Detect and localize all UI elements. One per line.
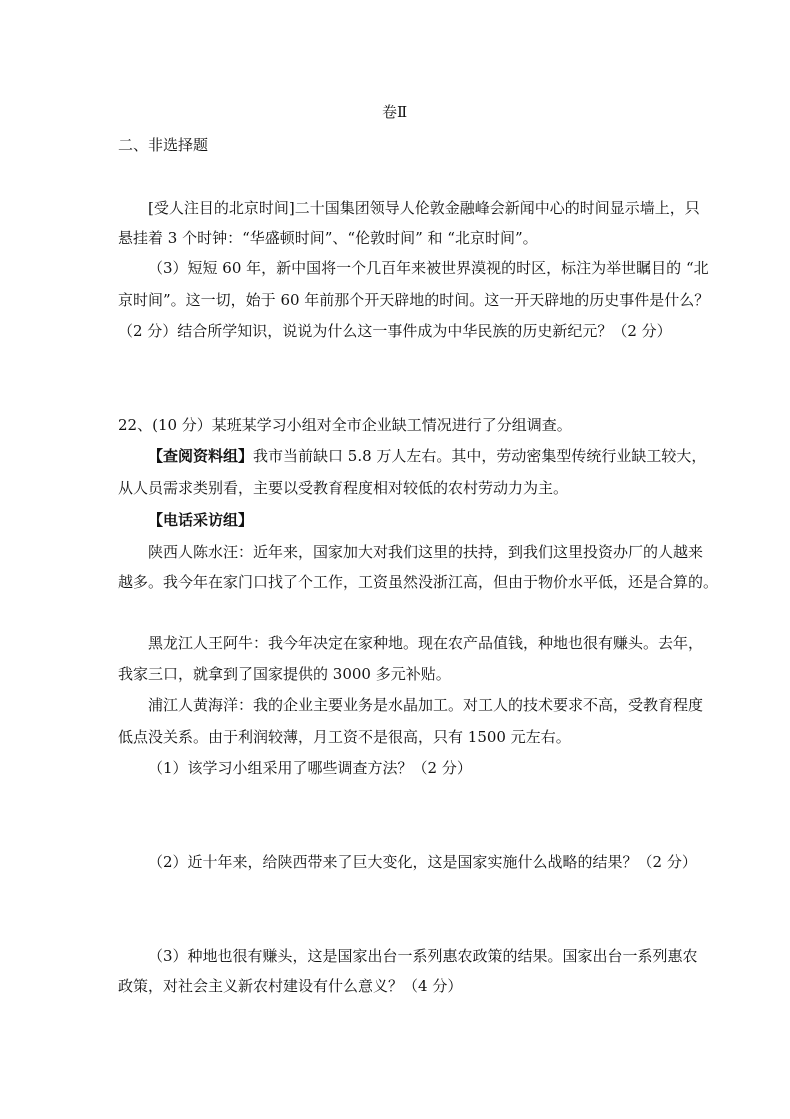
group1-label: 【查阅资料组】 — [148, 447, 254, 465]
q22-sub3-line1: （3）种地也很有赚头，这是国家出台一系列惠农政策的结果。国家出台一系列惠农 — [148, 947, 698, 965]
q21-intro-line2: 悬挂着 3 个时钟：“华盛顿时间”、“伦敦时间” 和 “北京时间”。 — [118, 229, 538, 247]
q21-sub3-line2: 京时间”。这一切，始于 60 年前那个开天辟地的时间。这一开天辟地的历史事件是什么？ — [118, 291, 710, 309]
group1-text: 我市当前缺口 5.8 万人左右。其中，劳动密集型传统行业缺工较大， — [253, 447, 707, 465]
q22-group1 — [148, 446, 706, 466]
q22-p1-line2: 越多。我今年在家门口找了个工作，工资虽然没浙江高，但由于物价水平低，还是合算的。 — [118, 573, 719, 591]
q21-intro-line1: [受人注目的北京时间]二十国集团领导人伦敦金融峰会新闻中心的时间显示墙上，只 — [148, 199, 700, 217]
q22-p2-line2: 我家三口，就拿到了国家提供的 3000 多元补贴。 — [118, 665, 451, 683]
q22-group2-label: 【电话采访组】 — [148, 511, 254, 529]
q21-sub3-line3: （2 分）结合所学知识，说说为什么这一事件成为中华民族的历史新纪元？（2 分） — [118, 322, 672, 340]
q22-p1-line1: 陕西人陈水汪：近年来，国家加大对我们这里的扶持，到我们这里投资办厂的人越来 — [148, 543, 704, 561]
section-heading: 二、非选择题 — [118, 136, 209, 154]
q21-sub3-line1: （3）短短 60 年，新中国将一个几百年来被世界漠视的时区，标注为举世瞩目的 “北 — [148, 259, 709, 277]
q22-sub2: （2）近十年来，给陕西带来了巨大变化，这是国家实施什么战略的结果？（2 分） — [148, 853, 697, 871]
q22-group1-line2: 从人员需求类别看，主要以受教育程度相对较低的农村劳动力为主。 — [118, 479, 569, 497]
q22-p2-line1: 黑龙江人王阿牛：我今年决定在家种地。现在农产品值钱，种地也很有赚头。去年， — [148, 634, 704, 652]
q22-p3-line2: 低点没关系。由于利润较薄，月工资不是很高，只有 1500 元左右。 — [118, 728, 571, 746]
q22-sub1: （1）该学习小组采用了哪些调查方法？（2 分） — [148, 759, 472, 777]
q22-sub3-line2: 政策，对社会主义新农村建设有什么意义？（4 分） — [118, 977, 463, 995]
q22-intro: 22、(10 分）某班某学习小组对全市企业缺工情况进行了分组调查。 — [118, 416, 572, 434]
volume-title: 卷Ⅱ — [382, 103, 408, 121]
q22-p3-line1: 浦江人黄海洋：我的企业主要业务是水晶加工。对工人的技术要求不高，受教育程度 — [148, 696, 704, 714]
